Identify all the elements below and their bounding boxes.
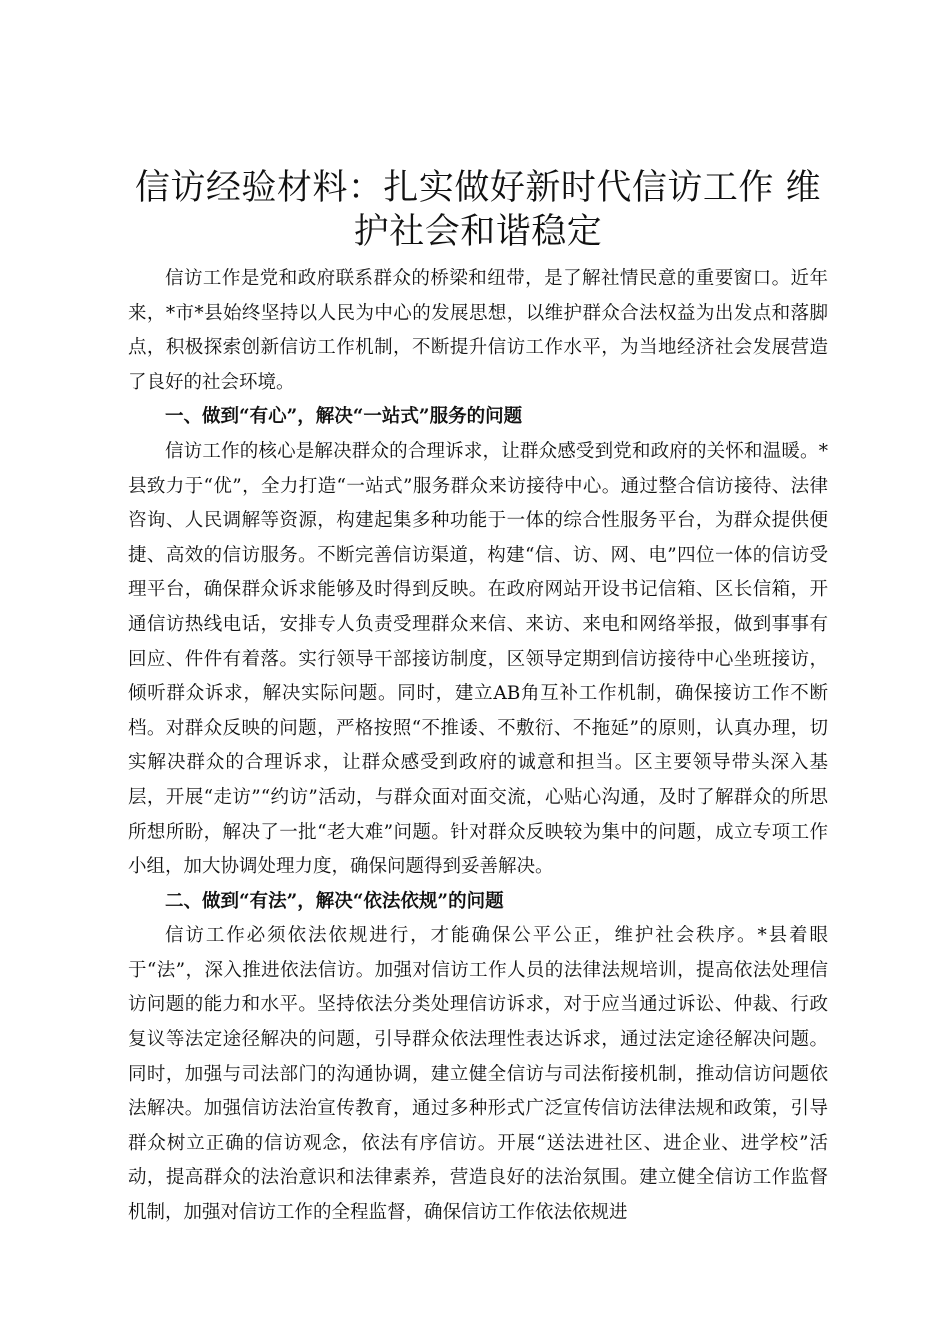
document-title: 信访经验材料：扎实做好新时代信访工作 维护社会和谐稳定: [134, 168, 822, 252]
section-heading-2: 二、做到“有法”，解决“依法依规”的问题: [165, 890, 504, 912]
document-page: [128, 166, 828, 1231]
section-body-2: 信访工作必须依法依规进行，才能确保公平公正，维护社会秩序。*县着眼于“法”，深入推进依法信访。加强对信访工作人员的法律法规培训，提高依法处理信访问题的能力和水平。坚持依法分类处理信访诉求，对于应当通过诉讼、仲裁、行政复议等法定途径解决的问题，引导群众依法理性表达诉求，通过法定途径解决问题。同时，加强与司法部门的沟通协调，建立健全信访与司法衔接机制，推动信访问题依法解决。加强信访法治宣传教育，通过多种形式广泛宣传信访法律法规和政策，引导群众树立正确的信访观念，依法有序信访。开展“送法进社区、进企业、进学校”活动，提高群众的法治意识和法律素养，营造良好的法治氛围。建立健全信访工作监督机制，加强对信访工作的全程监督，确保信访工作依法依规进: [128, 925, 828, 1224]
section-body-1: 信访工作的核心是解决群众的合理诉求，让群众感受到党和政府的关怀和温暖。*县致力于“优”，全力打造“一站式”服务群众来访接待中心。通过整合信访接待、法律咨询、人民调解等资源，构建起集多种功能于一体的综合性服务平台，为群众提供便捷、高效的信访服务。不断完善信访渠道，构建“信、访、网、电”四位一体的信访受理平台，确保群众诉求能够及时得到反映。在政府网站开设书记信箱、区长信箱，开通信访热线电话，安排专人负责受理群众来信、来访、来电和网络举报，做到事事有回应、件件有着落。实行领导干部接访制度，区领导定期到信访接待中心坐班接访，倾听群众诉求，解决实际问题。同时，建立AB角互补工作机制，确保接访工作不断档。对群众反映的问题，严格按照“不推诿、不敷衍、不拖延”的原则，认真办理，切实解决群众的合理诉求，让群众感受到政府的诚意和担当。区主要领导带头深入基层，开展“走访”“约访”活动，与群众面对面交流，心贴心沟通，及时了解群众的所思所想所盼，解决了一批“老大难”问题。针对群众反映较为集中的问题，成立专项工作小组，加大协调处理力度，确保问题得到妥善解决。: [128, 440, 828, 878]
section-heading-1: 一、做到“有心”，解决“一站式”服务的问题: [165, 406, 523, 428]
intro-paragraph: 信访工作是党和政府联系群众的桥梁和纽带，是了解社情民意的重要窗口。近年来，*市*县始终坚持以人民为中心的发展思想，以维护群众合法权益为出发点和落脚点，积极探索创新信访工作机制，不断提升信访工作水平，为当地经济社会发展营造了良好的社会环境。: [128, 268, 828, 393]
